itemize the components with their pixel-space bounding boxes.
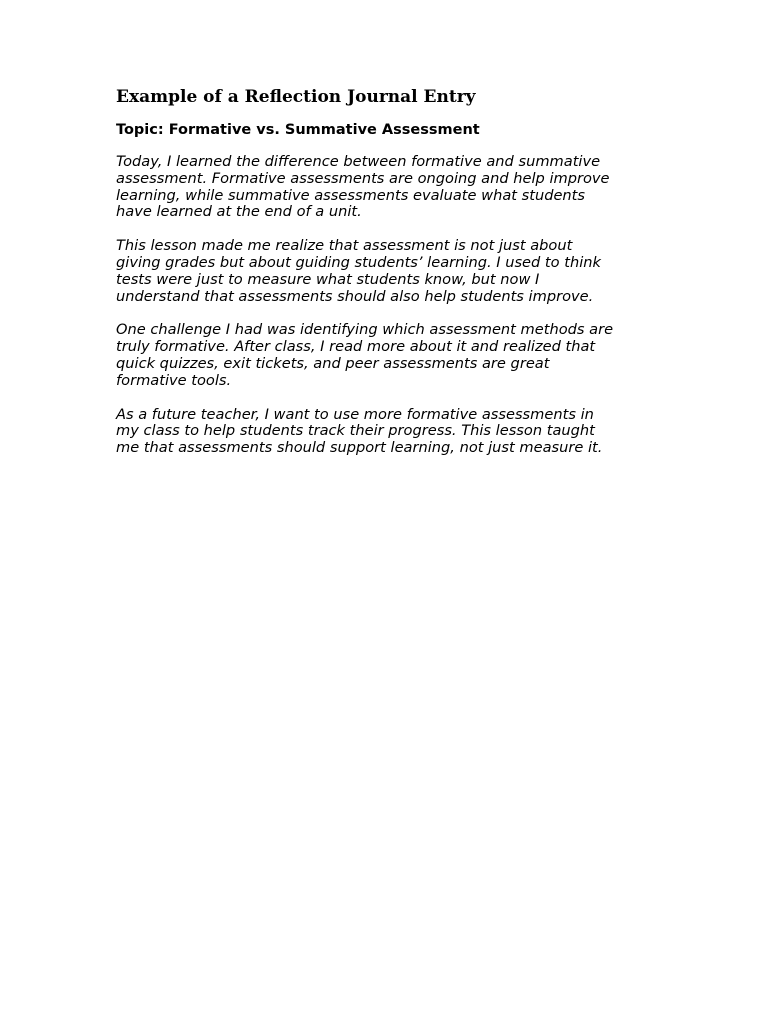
document-title: Example of a Reflection Journal Entry xyxy=(116,87,476,107)
paragraph-3 xyxy=(116,322,656,389)
paragraph-line: quick quizzes, exit tickets, and peer assessments are great xyxy=(116,354,550,372)
paragraph-4 xyxy=(116,407,656,457)
document-topic: Topic: Formative vs. Summative Assessment xyxy=(116,122,480,138)
paragraph-line: assessment. Formative assessments are ongoing and help improve xyxy=(116,169,610,187)
paragraph-line: have learned at the end of a unit. xyxy=(116,203,362,221)
paragraph-1 xyxy=(116,154,656,221)
paragraph-line: Today, I learned the difference between formative and summative xyxy=(116,153,601,170)
paragraph-line: my class to help students track their progress. This lesson taught xyxy=(116,422,595,440)
paragraph-line: As a future teacher, I want to use more formative assessments in xyxy=(116,405,594,423)
paragraph-line: This lesson made me realize that assessment is not just about xyxy=(116,237,573,255)
paragraph-line: understand that assessments should also help students improve. xyxy=(116,287,594,305)
paragraph-line: One challenge I had was identifying which assessment methods are xyxy=(116,321,614,339)
paragraph-line: me that assessments should support learning, not just measure it. xyxy=(116,439,603,457)
paragraph-line: giving grades but about guiding students’ learning. I used to think xyxy=(116,253,601,271)
document-content xyxy=(116,86,656,474)
paragraph-2 xyxy=(116,238,656,305)
paragraph-line: formative tools. xyxy=(116,371,232,389)
paragraph-line: tests were just to measure what students know, but now I xyxy=(116,270,540,288)
paragraph-line: truly formative. After class, I read more about it and realized that xyxy=(116,338,596,356)
paragraph-line: learning, while summative assessments evaluate what students xyxy=(116,186,586,204)
